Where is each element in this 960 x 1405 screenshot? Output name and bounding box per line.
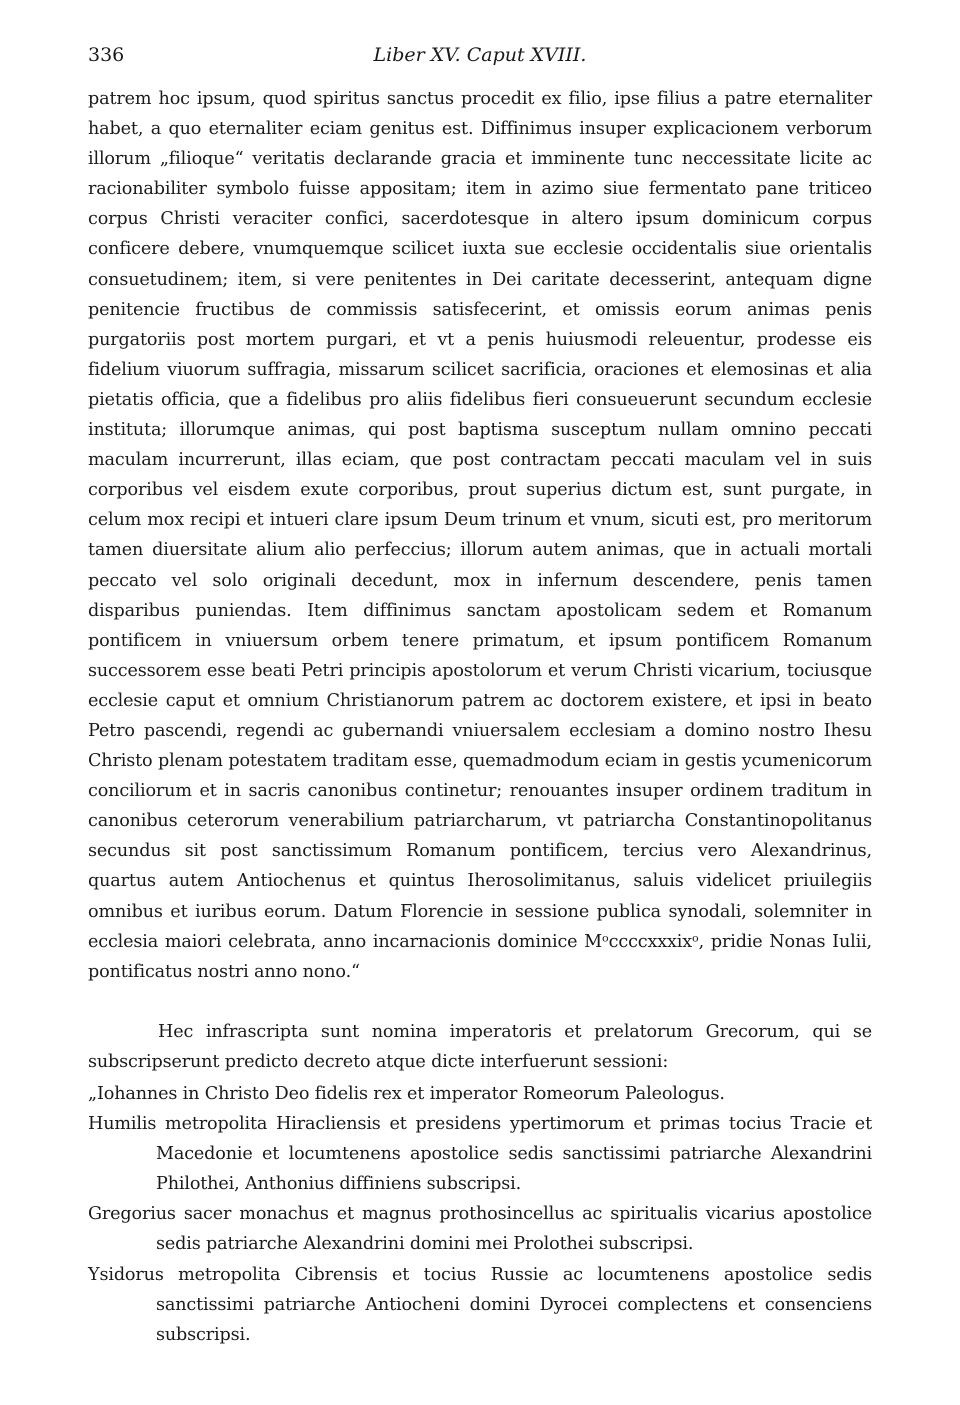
- decree-paragraph: patrem hoc ipsum, quod spiritus sanctus procedit ex filio, ipse filius a patre eternaliter habet, a quo eternaliter eciam genitus est. Diffinimus insuper explicacionem verborum illorum „filioque“ veritatis declarande gracia et imminente tunc neccessitate licite ac racionabiliter symbolo fuisse appositam; item in azimo siue fermentato pane triticeo corpus Christi veraciter confici, sacerdotesque in altero ipsum dominicum corpus conficere debere, vnumquemque scilicet iuxta sue ecclesie occidentalis siue orientalis consuetudinem; item, si vere penitentes in Dei caritate decesserint, antequam digne penitencie fructibus de commissis satisfecerint, et omissis eorum animas penis purgatoriis post mortem purgari, et vt a penis huiusmodi releuentur, prodesse eis fidelium viuorum suffragia, missarum scilicet sacrificia, oraciones et elemosinas et alia pietatis officia, que a fidelibus pro aliis fidelibus fieri consueuerunt secundum ecclesie instituta; illorumque animas, qui post baptisma susceptum nullam omnino peccati maculam incurrerunt, illas eciam, que post contractam peccati maculam vel in suis corporibus vel eisdem exute corporibus, prout superius dictum est, sunt purgate, in celum mox recipi et intueri clare ipsum Deum trinum et vnum, sicuti est, pro meritorum tamen diuersitate alium alio perfeccius; illorum autem animas, que in actuali mortali peccato vel solo originali decedunt, mox in infernum descendere, penis tamen disparibus puniendas. Item diffinimus sanctam apostolicam sedem et Romanum pontificem in vniuersum orbem tenere primatum, et ipsum pontificem Romanum successorem esse beati Petri principis apostolorum et verum Christi vicarium, tociusque ecclesie caput et omnium Christianorum patrem ac doctorem existere, et ipsi in beato Petro pascendi, regendi ac gubernandi vniuersalem ecclesiam a domino nostro Ihesu Christo plenam potestatem traditam esse, quemadmodum eciam in gestis ycumenicorum conciliorum et in sacris canonibus continetur; renouantes insuper ordinem traditum in canonibus ceterorum venerabilium patriarcharum, vt patriarcha Constantinopolitanus secundus sit post sanctissimum Romanum pontificem, tercius vero Alexandrinus, quartus autem Antiochenus et quintus Iherosolimitanus, saluis videlicet priuilegiis omnibus et iuribus eorum. Datum Florencie in sessione publica synodali, solemniter in ecclesia maiori celebrata, anno incarnacionis dominice Mᵒccccxxxixᵒ, pridie Nonas Iulii, pontificatus nostri anno nono.“: [88, 89, 872, 982]
- signature-entry: Gregorius sacer monachus et magnus prothosincellus ac spiritualis vicarius apostolice sedis patriarche Alexandrini domini mei Prolothei subscripsi.: [88, 1204, 872, 1255]
- body-text: [88, 84, 872, 1350]
- signature-entry: Humilis metropolita Hiracliensis et presidens ypertimorum et primas tocius Tracie et Macedonie et locumtenens apostolice sedis sanctissimi patriarche Alexandrini Philothei, Anthonius diffiniens subscripsi.: [88, 1114, 872, 1195]
- signature-entry: „Iohannes in Christo Deo fidelis rex et imperator Romeorum Paleologus.: [88, 1084, 725, 1104]
- document-page: [88, 40, 872, 1350]
- subscription-intro-paragraph: Hec infrascripta sunt nomina imperatoris et prelatorum Grecorum, qui se subscripserunt predicto decreto atque dicte interfuerunt sessioni:: [88, 1021, 872, 1072]
- running-title: Liber XV. Caput XVIII.: [373, 44, 587, 66]
- running-header: [88, 40, 872, 80]
- signature-entry: Ysidorus metropolita Cibrensis et tocius Russie ac locumtenens apostolice sedis sanctissimi patriarche Antiocheni domini Dyrocei complectens et consenciens subscripsi.: [88, 1264, 872, 1345]
- signature-list: [88, 1079, 872, 1350]
- page-number: 336: [88, 44, 125, 66]
